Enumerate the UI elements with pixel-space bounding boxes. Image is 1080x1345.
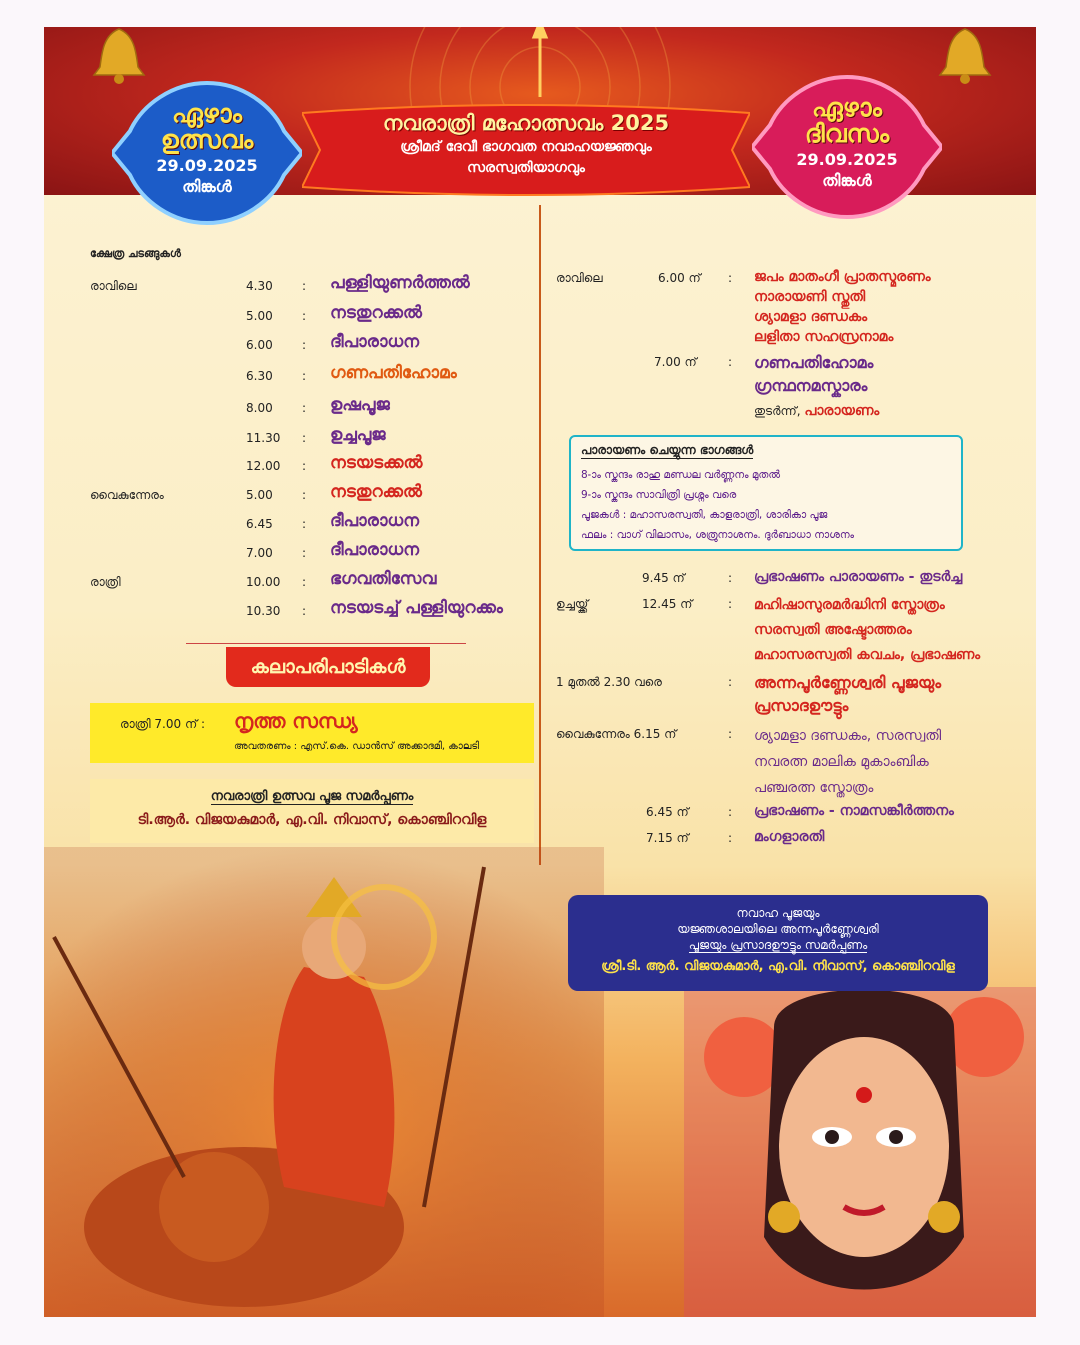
event-item: അന്നപൂർണ്ണേശ്വരി പൂജയും	[754, 673, 942, 692]
event-item: ലളിതാ സഹസ്രനാമം	[754, 329, 894, 345]
time-label: 7.15 ന്	[646, 831, 689, 845]
ritual-name: ഗണപതിഹോമം	[330, 363, 457, 383]
event-item: പഞ്ചരത്ന സ്തോത്രം	[754, 780, 874, 796]
ritual-name: ഉച്ചപൂജ	[330, 425, 386, 445]
thudarnnu-event: പാരായണം	[804, 403, 880, 419]
thudarnnu-row	[754, 403, 1014, 427]
time-label: 7.00 ന്	[654, 355, 697, 369]
right-badge-date: 29.09.2025	[796, 150, 898, 169]
navaha-line1: നവാഹ പൂജയും	[736, 906, 820, 920]
temple-rituals-heading: ക്ഷേത്ര ചടങ്ങുകൾ	[90, 247, 181, 260]
r645-row: 6.45 ന് : പ്രഭാഷണം - നാമസങ്കീർത്തനം	[646, 803, 954, 819]
time-label: 6.45 ന്	[646, 805, 689, 819]
ritual-name: പള്ളിയുണർത്തൽ	[330, 273, 470, 293]
period-label: ഉച്ചയ്ക്ക്	[556, 597, 589, 611]
ritual-name: ഉഷപൂജ	[330, 395, 390, 415]
ritual-row	[90, 453, 540, 479]
morning-row: രാവിലെ 6.00 ന് : ജപം മാതംഗീ പ്രാതസ്മരണം നാരായണി സ്തുതി ശ്യാമളാ ദണ്ഡകം ലളിതാ സഹസ്രനാമം	[556, 269, 931, 345]
event-list	[754, 267, 931, 347]
separator: :	[302, 459, 307, 473]
period-label: വൈകുന്നേരം	[90, 488, 164, 502]
ritual-row	[90, 303, 540, 329]
parayanam-line: ഫലം : വാഗ് വിലാസം, ശത്രുനാശനം. ദുർബാധാ നാശനം	[581, 529, 854, 541]
time-label: 8.00	[246, 401, 273, 415]
ritual-name: ദീപാരാധന	[330, 511, 419, 531]
ritual-row	[90, 511, 540, 537]
ritual-name: ദീപാരാധന	[330, 332, 419, 352]
ritual-row	[90, 425, 540, 451]
event-list	[754, 351, 873, 397]
separator: :	[302, 369, 307, 383]
arts-program-heading: കലാപരിപാടികൾ	[226, 647, 430, 687]
dance-presenter: അവതരണം : എസ്.കെ. ഡാൻസ് അക്കാദമി, കാലടി	[234, 741, 480, 752]
event-list	[754, 671, 941, 717]
event-list	[754, 723, 941, 801]
left-badge-line2: ഉത്സവം	[160, 125, 254, 154]
noon-row: ഉച്ചയ്ക്ക് 12.45 ന് : മഹിഷാസുരമർദ്ധിനി സ്തോത്രം സരസ്വതി അഷ്ടോത്തരം മഹാസരസ്വതി കവചം, പ്രഭാഷണം	[556, 593, 1016, 663]
event-item: സരസ്വതി അഷ്ടോത്തരം	[754, 622, 912, 638]
time-label: 6.00 ന്	[658, 271, 701, 285]
navaha-line2: യജ്ഞശാലയിലെ അന്നപൂർണ്ണേശ്വരി	[677, 922, 879, 936]
left-badge-date: 29.09.2025	[156, 156, 258, 175]
ritual-row	[90, 569, 540, 595]
event-item: പ്രസാദഊട്ടും	[754, 696, 849, 715]
devi-face-illustration	[684, 987, 1036, 1317]
time-label: 6.00	[246, 338, 273, 352]
parayanam-box	[569, 435, 963, 551]
festival-title: നവരാത്രി മഹോത്സവം 2025	[382, 111, 670, 135]
navaha-sponsor-name: ശ്രീ.ടി. ആർ. വിജയകുമാർ, എ.വി. നിവാസ്, കൊഞ്ചിറവിള	[601, 959, 955, 974]
r715-row: 7.15 ന് : മംഗളാരതി	[646, 829, 825, 845]
time-label: 4.30	[246, 279, 273, 293]
evening-row: വൈകുന്നേരം 6.15 ന് : ശ്യാമളാ ദണ്ഡകം, സരസ്വതി നവരത്ന മാലിക മുകാംബിക പഞ്ചരത്ന സ്തോത്രം	[556, 723, 1016, 797]
time-label: 5.00	[246, 309, 273, 323]
ritual-row	[90, 273, 540, 299]
ritual-row	[90, 363, 540, 389]
period-label: രാവിലെ	[90, 279, 137, 293]
event-item: മഹാസരസ്വതി കവചം, പ്രഭാഷണം	[754, 647, 981, 663]
period-label: വൈകുന്നേരം 6.15 ന്	[556, 727, 677, 741]
event-item: മഹിഷാസുരമർദ്ധിനി സ്തോത്രം	[754, 597, 945, 613]
ritual-name: നടയടക്കൽ	[330, 453, 423, 473]
time-label: 10.30	[246, 604, 281, 618]
anna-row: 1 മുതൽ 2.30 വരെ : അന്നപൂർണ്ണേശ്വരി പൂജയും പ്രസാദഊട്ടും	[556, 673, 942, 715]
dance-time: രാത്രി 7.00 ന് :	[120, 717, 206, 731]
festival-subtitle: ശ്രീമദ് ദേവീ ഭാഗവത നവാഹയജ്ഞവും	[400, 139, 652, 155]
title-banner-text	[302, 109, 750, 179]
period-label: 1 മുതൽ 2.30 വരെ	[556, 675, 662, 689]
kala-divider	[186, 643, 466, 644]
ritual-name: നടതുറക്കൽ	[330, 303, 422, 323]
ritual-row	[90, 395, 540, 421]
right-badge-day: തിങ്കൾ	[822, 171, 872, 190]
period-label: രാത്രി	[90, 575, 121, 589]
parayanam-line: പൂജകൾ : മഹാസരസ്വതി, കാളരാത്രി, ശാരികാ പൂജ	[581, 509, 828, 521]
event-item: നവരത്ന മാലിക മുകാംബിക	[754, 754, 929, 770]
time-label: 6.30	[246, 369, 273, 383]
festival-subtitle-2: സരസ്വതിയാഗവും	[467, 160, 585, 176]
poster	[44, 27, 1036, 1317]
parayanam-title: പാരായണം ചെയ്യുന്ന ഭാഗങ്ങൾ	[581, 443, 754, 457]
time-label: 11.30	[246, 431, 281, 445]
time-label: 10.00	[246, 575, 281, 589]
event-list	[754, 593, 980, 668]
right-badge-line1: ഏഴാം	[812, 93, 882, 122]
time-label: 9.45 ന്	[642, 571, 685, 585]
event-item: പ്രഭാഷണം പാരായണം - തുടർച്ച	[754, 569, 963, 585]
r945-row: 9.45 ന് : പ്രഭാഷണം പാരായണം - തുടർച്ച	[642, 569, 963, 585]
time-label: 12.00	[246, 459, 281, 473]
ritual-row	[90, 598, 540, 624]
right-badge	[752, 73, 942, 221]
separator: :	[302, 401, 307, 415]
ritual-row	[90, 482, 540, 508]
event-item: ശ്യാമളാ ദണ്ഡകം, സരസ്വതി	[754, 728, 942, 744]
homam-row: 7.00 ന് : ഗണപതിഹോമം ഗ്രന്ഥനമസ്കാരം	[654, 353, 874, 395]
dance-title: നൃത്ത സന്ധ്യ	[234, 709, 358, 733]
dance-program-box	[90, 703, 534, 763]
period-label: രാവിലെ	[556, 271, 603, 285]
right-badge-line2: ദിവസം	[804, 119, 890, 148]
sponsor-box	[90, 779, 534, 843]
separator: :	[302, 338, 307, 352]
event-item: നാരായണി സ്തുതി	[754, 289, 866, 305]
durga-on-lion-illustration	[44, 847, 604, 1317]
event-item: ഗണപതിഹോമം	[754, 353, 874, 372]
event-item: ശ്യാമളാ ദണ്ഡകം	[754, 309, 868, 325]
left-badge-day: തിങ്കൾ	[182, 177, 232, 196]
parayanam-line: 9-ാം സ്കന്ദം സാവിത്രി പ്രശ്നം വരെ	[581, 489, 737, 501]
sponsor-title: നവരാത്രി ഉത്സവ പൂജ സമർപ്പണം	[210, 789, 414, 804]
separator: :	[302, 604, 307, 618]
time-label: 7.00	[246, 546, 273, 560]
ritual-name: നടതുറക്കൽ	[330, 482, 422, 502]
thudarnnu-prefix: തുടർന്ന്,	[754, 404, 801, 418]
trident-icon	[534, 27, 546, 97]
ritual-name: ഭഗവതിസേവ	[330, 569, 437, 589]
bell-icon	[88, 27, 150, 85]
navaha-line3: പൂജയും പ്രസാദഊട്ടും സമർപ്പണം	[688, 938, 868, 952]
separator: :	[302, 279, 307, 293]
event-item: മംഗളാരതി	[754, 829, 825, 845]
ritual-row	[90, 332, 540, 358]
time-label: 12.45 ന്	[642, 597, 693, 611]
event-item: ജപം മാതംഗീ പ്രാതസ്മരണം	[754, 269, 931, 285]
left-badge-line1: ഏഴാം	[172, 99, 242, 128]
left-badge	[112, 79, 302, 227]
separator: :	[302, 517, 307, 531]
separator: :	[302, 309, 307, 323]
separator: :	[302, 575, 307, 589]
separator: :	[302, 488, 307, 502]
ritual-row	[90, 540, 540, 566]
event-item: പ്രഭാഷണം - നാമസങ്കീർത്തനം	[754, 803, 954, 819]
separator: :	[302, 546, 307, 560]
bell-icon	[934, 27, 996, 85]
sponsor-name: ടി.ആർ. വിജയകുമാർ, എ.വി. നിവാസ്, കൊഞ്ചിറവിള	[137, 812, 487, 828]
time-label: 6.45	[246, 517, 273, 531]
separator: :	[302, 431, 307, 445]
time-label: 5.00	[246, 488, 273, 502]
ritual-name: ദീപാരാധന	[330, 540, 419, 560]
ritual-name: നടയടച്ച് പള്ളിയുറക്കം	[330, 598, 503, 618]
parayanam-line: 8-ാം സ്കന്ദം രാഹു മണ്ഡല വർണ്ണനം മുതൽ	[581, 469, 781, 481]
event-item: ഗ്രന്ഥനമസ്കാരം	[754, 376, 868, 395]
navaha-sponsor-box	[568, 895, 988, 991]
